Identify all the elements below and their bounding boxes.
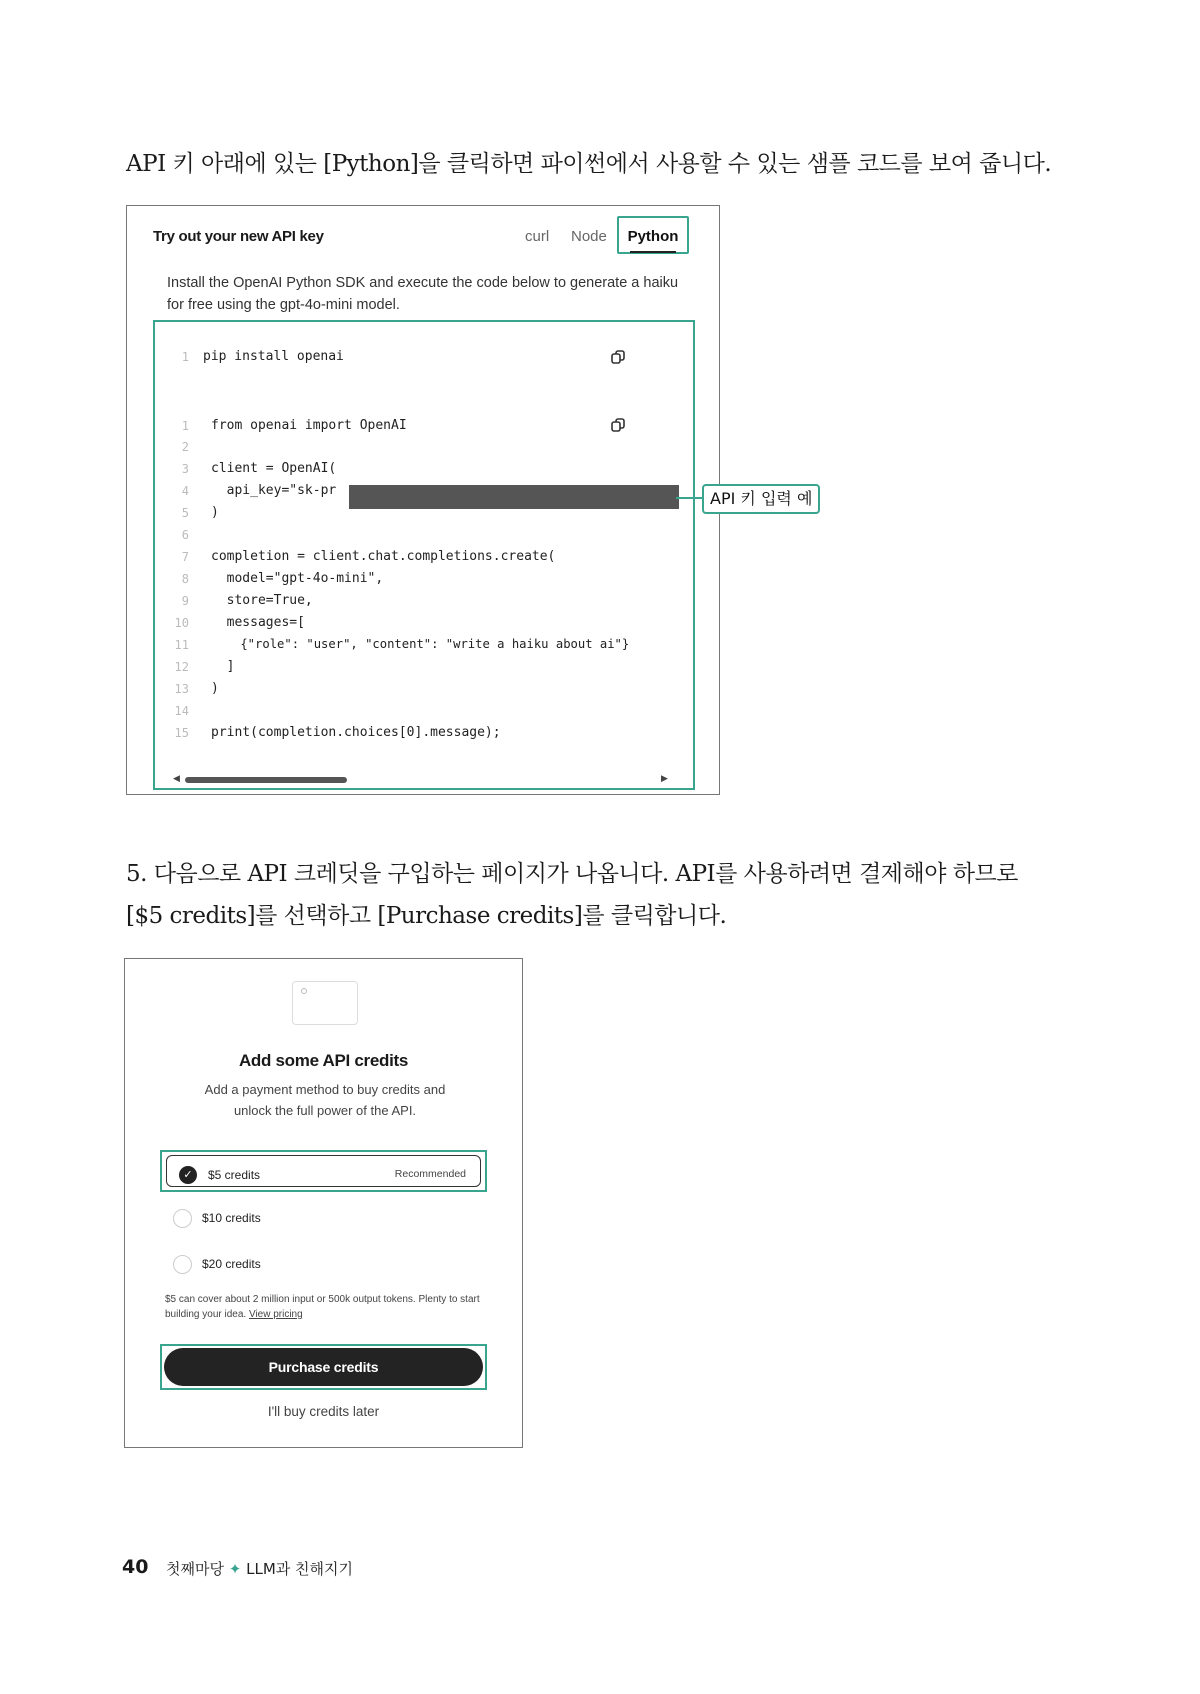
line-number: 1	[181, 419, 189, 433]
code-line: messages=[	[211, 615, 305, 630]
credit-card-icon	[292, 981, 358, 1025]
line-number: 5	[181, 506, 189, 520]
option-label: $5 credits	[208, 1168, 261, 1182]
option-20-credits-label[interactable]: $20 credits	[202, 1257, 261, 1271]
api-key-code-screenshot	[126, 205, 720, 795]
code-line: )	[211, 505, 219, 520]
copy-icon[interactable]	[611, 350, 625, 364]
tab-python-highlight[interactable]	[617, 216, 689, 254]
line-number: 6	[181, 528, 189, 542]
recommended-badge: Recommended	[394, 1168, 466, 1180]
code-line: print(completion.choices[0].message);	[211, 725, 501, 740]
code-sample-highlight	[153, 320, 695, 790]
add-credits-title: Add some API credits	[238, 1051, 409, 1070]
scroll-left-arrow-icon[interactable]: ◀	[173, 774, 180, 784]
line-number: 10	[174, 616, 189, 630]
try-api-key-title: Try out your new API key	[153, 228, 324, 245]
line-number: 9	[181, 594, 189, 608]
sdk-install-description: Install the OpenAI Python SDK and execute the code below to generate a haiku for free using the gpt-4o-mini model.	[167, 275, 679, 313]
code-line: {"role": "user", "content": "write a haiku about ai"}	[211, 637, 630, 651]
line-number: 11	[174, 638, 189, 652]
page-number: 40	[122, 1556, 149, 1578]
line-number: 8	[181, 572, 189, 586]
callout-connector	[676, 497, 702, 499]
line-number: 1	[181, 350, 189, 364]
option-10-credits-radio[interactable]	[173, 1209, 192, 1228]
checkmark-icon[interactable]: ✓	[179, 1166, 197, 1184]
chapter-title: LLM과 친해지기	[246, 1560, 353, 1578]
horizontal-scrollbar-thumb[interactable]	[185, 777, 347, 783]
credits-note	[165, 1292, 485, 1322]
option-5-credits[interactable]	[166, 1155, 481, 1187]
credits-note-text: $5 can cover about 2 million input or 500k output tokens. Plenty to start building your idea.	[165, 1294, 480, 1320]
line-number: 4	[181, 484, 189, 498]
tab-curl[interactable]: curl	[525, 228, 550, 245]
view-pricing-link[interactable]: View pricing	[248, 1309, 303, 1320]
code-line: completion = client.chat.completions.create(	[211, 549, 556, 564]
redacted-api-key	[349, 485, 679, 509]
purchase-button-highlight[interactable]	[160, 1344, 487, 1390]
scroll-right-arrow-icon[interactable]: ▶	[661, 774, 668, 784]
code-line: )	[211, 681, 219, 696]
buy-later-link[interactable]: I'll buy credits later	[267, 1404, 380, 1419]
code-line: ]	[211, 659, 235, 674]
line-number: 3	[181, 462, 189, 476]
code-line: client = OpenAI(	[211, 461, 337, 476]
line-number: 12	[174, 660, 189, 674]
chapter-header	[166, 1558, 353, 1579]
api-key-callout: API 키 입력 예	[702, 484, 820, 514]
copy-icon[interactable]	[611, 418, 625, 432]
line-number: 2	[181, 440, 189, 454]
line-number: 15	[174, 726, 189, 740]
code-line: pip install openai	[203, 349, 344, 364]
tab-python[interactable]: Python	[627, 228, 679, 245]
add-credits-screenshot	[124, 958, 523, 1448]
intro-paragraph: API 키 아래에 있는 [Python]을 클릭하면 파이썬에서 사용할 수 있는 샘플 코드를 보여 줍니다.	[126, 151, 1052, 177]
code-line: from openai import OpenAI	[211, 418, 407, 433]
code-line: api_key="sk-pr	[211, 483, 337, 498]
tab-node[interactable]: Node	[571, 228, 607, 245]
option-20-credits-radio[interactable]	[173, 1255, 192, 1274]
line-number: 7	[181, 550, 189, 564]
chapter-part: 첫째마당	[166, 1560, 224, 1578]
line-number: 14	[174, 704, 189, 718]
step-5-paragraph: 5. 다음으로 API 크레딧을 구입하는 페이지가 나옵니다. API를 사용하려면 결제해야 하므로 [$5 credits]를 선택하고 [Purchase credits]를 클릭합니다.	[126, 861, 1018, 929]
option-10-credits-label[interactable]: $10 credits	[202, 1211, 261, 1225]
star-icon: ✦	[228, 1560, 242, 1578]
code-line: model="gpt-4o-mini",	[211, 571, 384, 586]
card-chip-icon	[301, 988, 307, 994]
tab-selected-underline	[630, 251, 676, 253]
purchase-credits-button[interactable]: Purchase credits	[164, 1348, 483, 1386]
add-credits-description: Add a payment method to buy credits and unlock the full power of the API.	[204, 1082, 446, 1118]
option-5-credits-highlight[interactable]	[160, 1150, 487, 1192]
code-line: store=True,	[211, 593, 313, 608]
line-number: 13	[174, 682, 189, 696]
